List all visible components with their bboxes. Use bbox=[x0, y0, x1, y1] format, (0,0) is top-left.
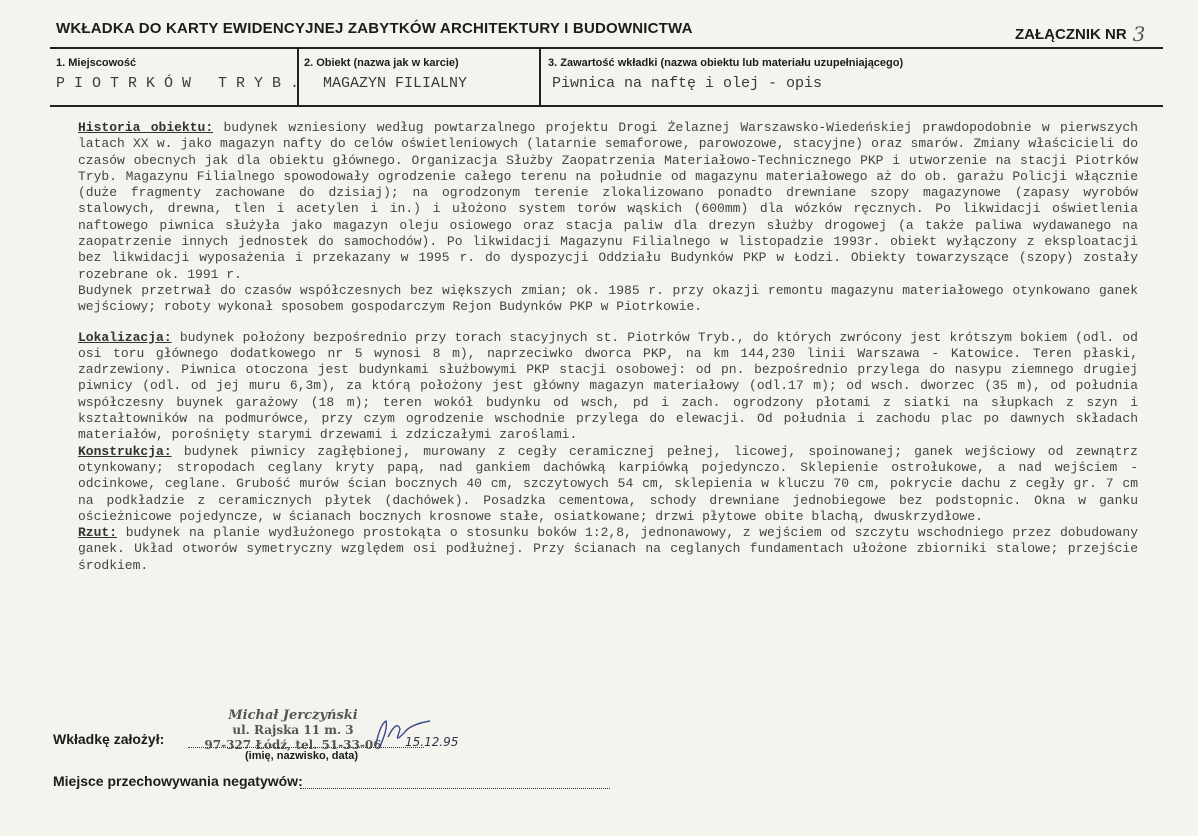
content-label: 3. Zawartość wkładki (nazwa obiektu lub materiału uzupełniającego) bbox=[548, 57, 904, 69]
object-value: MAGAZYN FILIALNY bbox=[323, 75, 468, 92]
construction-paragraph bbox=[78, 444, 1138, 525]
location-title: Lokalizacja: bbox=[78, 329, 172, 345]
content-value: Piwnica na naftę i olej - opis bbox=[552, 75, 823, 92]
history-paragraph bbox=[78, 120, 1138, 283]
section-gap bbox=[78, 316, 1138, 330]
plan-text: budynek na planie wydłużonego prostokąta o stosunku boków 1:2,8, jednonawowy, z wejściem od szczytu wschodniego przez dobudowany ganek. Układ otworów symetryczny względem osi podłużnej. Przy ścianach na ceglanych fundamentach ułożone zbiorniki stalowe; przejście środkiem. bbox=[78, 525, 1138, 573]
signature-date: 15.12.95 bbox=[405, 735, 459, 749]
place-label: 1. Miejscowość bbox=[56, 57, 137, 69]
field-divider-2 bbox=[539, 49, 541, 106]
object-label: 2. Obiekt (nazwa jak w karcie) bbox=[304, 57, 459, 69]
history-title: Historia obiektu: bbox=[78, 120, 214, 135]
stamp-name: Michał Jerczyński bbox=[228, 708, 358, 723]
header-rule bbox=[50, 47, 1163, 49]
founder-caption: (imię, nazwisko, data) bbox=[245, 750, 359, 762]
stamp-street: ul. Rajska 11 m. 3 bbox=[232, 723, 354, 737]
location-paragraph bbox=[78, 330, 1138, 444]
annex-label-text: ZAŁĄCZNIK NR bbox=[1015, 26, 1127, 43]
fields-rule bbox=[50, 105, 1163, 107]
founder-label: Wkładkę założył: bbox=[53, 731, 165, 747]
place-value: PIOTRKÓW TRYB. bbox=[56, 75, 309, 92]
plan-title: Rzut: bbox=[78, 525, 118, 541]
annex-label bbox=[1015, 20, 1145, 44]
history-paragraph-2: Budynek przetrwał do czasów współczesnych bez większych zmian; ok. 1985 r. przy okazji remontu magazynu materiałowego otynkowano ganek wejściowy; roboty wykonał sposobem gospodarczym Rejon Budynków PKP w Piotrkowie. bbox=[78, 282, 1138, 315]
construction-text: budynek piwnicy zagłębionej, murowany z cegły ceramicznej pełnej, licowej, spoinowanej; ganek wejściowy od zewnątrz otynkowany; stropodach ceglany kryty papą, nad gankiem dachówką karpiówką pojedynczo. Sklepienie ostrołukowe, a nad wejściem - odcinkowe, ceglane. Grubość murów ścian bocznych 40 cm, szczytowych 54 cm, sklepienia w kluczu 70 cm, pokrycie dachu z cegły gr. 7 cm na podkładzie z ceramicznych płytek (dachówek). Posadzka cementowa, schody drewniane jednobiegowe bez podstopnic. Okna w ganku ościeżnicowe pojedyncze, w ścianach bocznych krosnowe stałe, osiatkowane; drzwi płytowe obite blachą, dwuskrzydłowe. bbox=[78, 443, 1138, 524]
form-title: WKŁADKA DO KARTY EWIDENCYJNEJ ZABYTKÓW ARCHITEKTURY I BUDOWNICTWA bbox=[56, 20, 693, 37]
annex-number: 3 bbox=[1132, 22, 1146, 46]
plan-paragraph bbox=[78, 525, 1138, 574]
location-text: budynek położony bezpośrednio przy torach stacyjnych st. Piotrków Tryb., do których zwrócony jest krótszym bokiem (odl. od osi toru głównego dodatkowego nr 5 wynosi 8 m), naprzeciwko dworca PKP, na km 144,230 linii Warszawa - Katowice. Teren płaski, zadrzewiony. Piwnica otoczona jest budynkami służbowymi PKP stacji osobowej: od pn. bezpośrednio przylega do nasypu ziemnego drugiej piwnicy (odl. od jej muru 6,3m), za którą położony jest główny magazyn materiałowy (odl.17 m); od wsch. dworzec (35 m), od południa współczesny buynek garażowy (18 m); teren wokół budynku od wsch, pd i zach. ogrodzony płotami z siatki na słupkach z szyn i kształtowników na podmurówce, przy czym ogrodzenie wschodnie przylega do elewacji. Od południa i zachodu plac po dawnych składach materiałów, porośnięty starymi drzewami i zdziczałymi zaroślami. bbox=[78, 329, 1138, 443]
construction-title: Konstrukcja: bbox=[78, 443, 172, 459]
description-body bbox=[78, 120, 1138, 574]
negatives-dotted-line bbox=[300, 788, 610, 789]
stamp-city: 97-327 Łódź, tel. 51-33-06 bbox=[204, 738, 382, 752]
history-text: budynek wzniesiony według powtarzalnego projektu Drogi Żelaznej Warszawsko-Wiedeńskiej prawdopodobnie w pierwszych latach XX w. jako magazyn nafty do celów oświetleniowych (latarnie semaforowe, parowozowe, stacyjne) oraz smarów. Zmiany właścicieli do czasów obecnych jak dla obiektu głównego. Organizacja Służby Zaopatrzenia Materiałowo-Technicznego PKP i utworzenie na stacji Piotrków Tryb. Magazynu Filialnego spowodowały ogrodzenie całego terenu na południe od magazynu materiałowego aż do ob. garażu Policji włącznie (duże fragmenty zachowane do dzisiaj); na ogrodzonym terenie zlokalizowano ponadto drewniane szopy magazynowe (zapasy wyrobów stalowych, drewna, tlen i acetylen i in.) i ułożono system torów wąskich (600mm) dla wózków ręcznych. Po likwidacji oświetlenia naftowego piwnica służyła jako magazyn oleju osiowego oraz stacja paliw dla drezyn służby drogowej (a także paliwa wydawanego na zaopatrzenie innych jednostek do samochodów). Po likwidacji Magazynu Filialnego w listopadzie 1993r. obiekt wyłączony z eksploatacji bez likwidacji wyposażenia i przekazany w 1995 r. do dyspozycji Oddziału Budynków PKP w Łodzi. Obiekty towarzyszące (szopy) zostały rozebrane ok. 1991 r. bbox=[78, 120, 1138, 282]
negatives-label: Miejsce przechowywania negatywów: bbox=[53, 773, 303, 789]
